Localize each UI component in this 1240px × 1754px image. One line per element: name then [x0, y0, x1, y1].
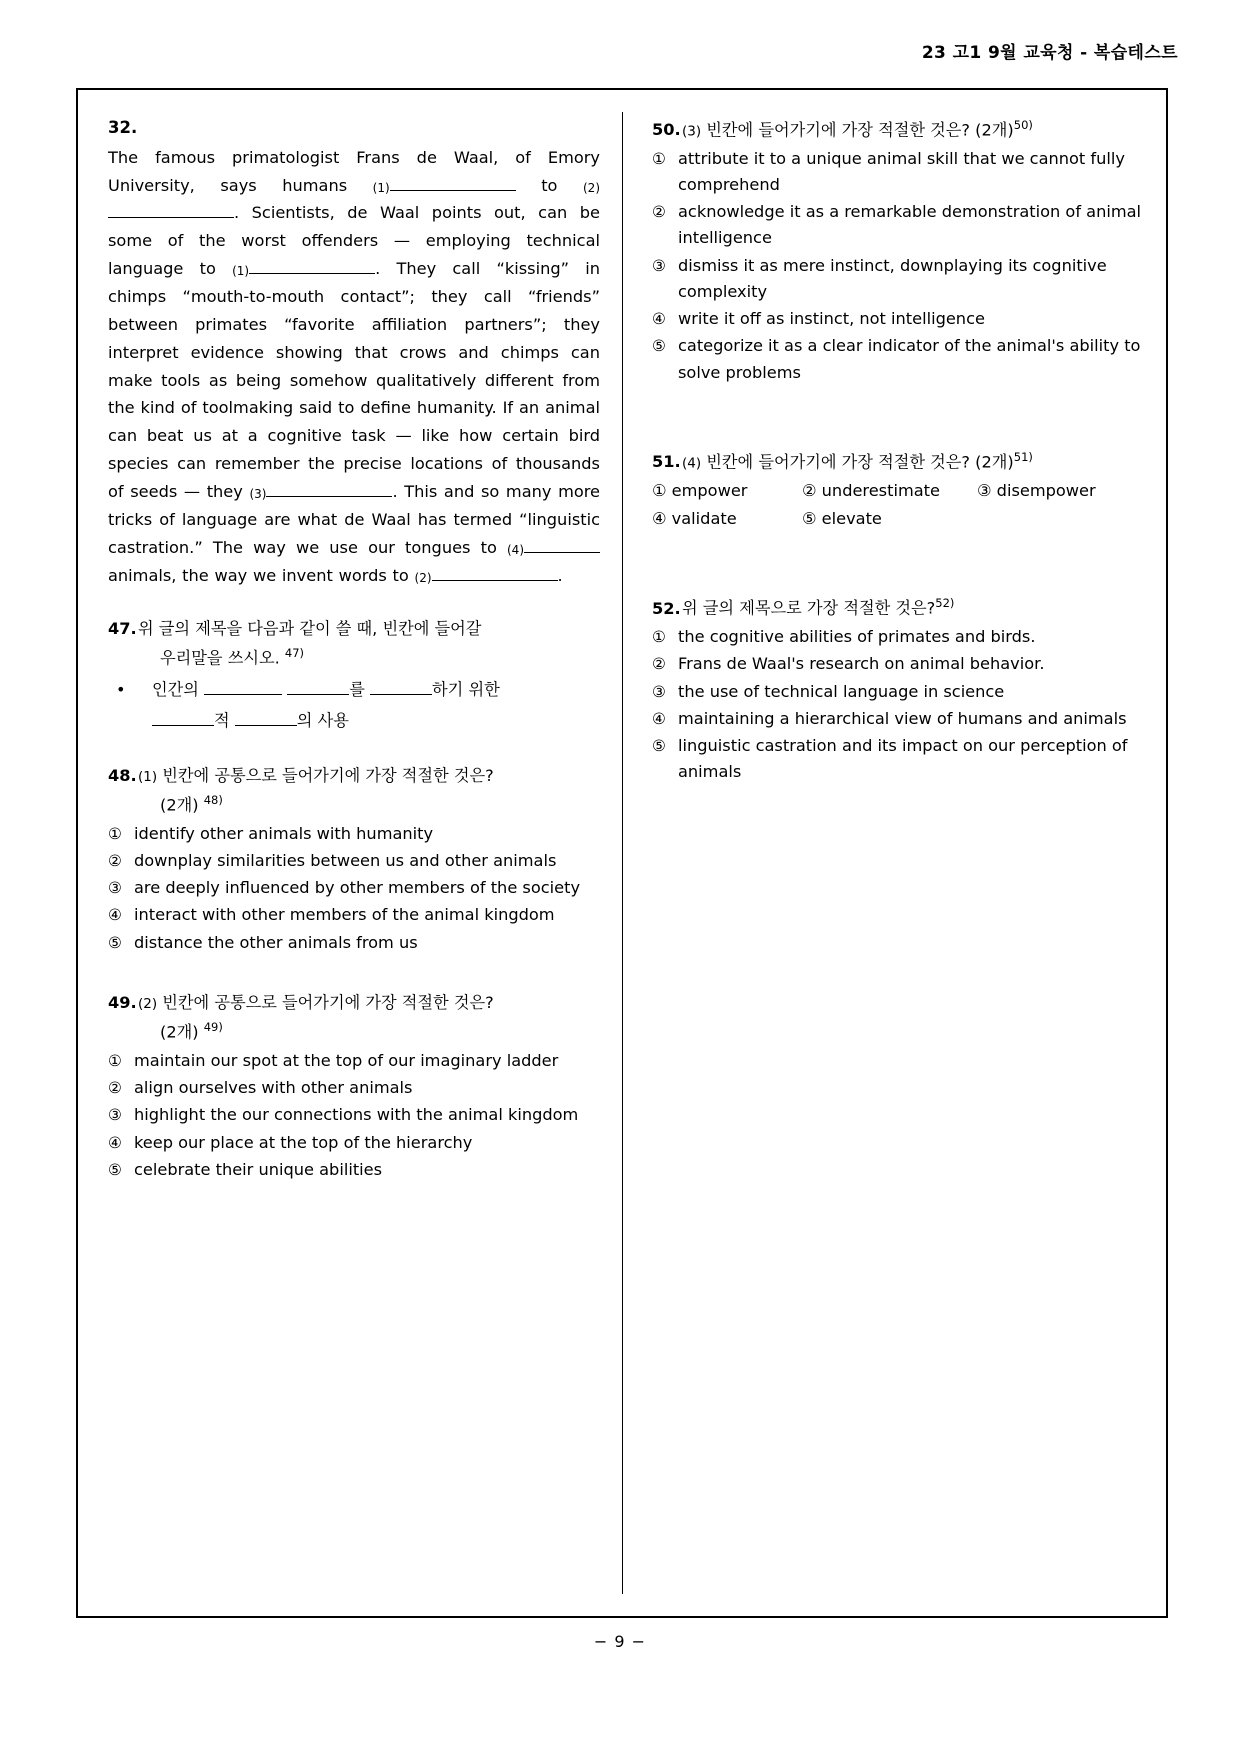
- choice-item[interactable]: [802, 505, 977, 533]
- q47-blank-2[interactable]: [287, 694, 349, 695]
- question-49-paren: (2): [138, 995, 158, 1012]
- question-49-count: (2개): [160, 1022, 199, 1042]
- choice-text: distance the other animals from us: [134, 932, 418, 952]
- question-51-number: 51.: [652, 452, 681, 472]
- choice-marker: ③: [652, 682, 666, 701]
- question-48-number: 48.: [108, 765, 137, 785]
- question-51-prompt: [652, 448, 1144, 476]
- blank-index-label: (2): [583, 180, 600, 195]
- choice-item[interactable]: [108, 1157, 600, 1183]
- passage-blank[interactable]: [390, 190, 516, 191]
- choice-marker: ⑤: [108, 1160, 122, 1179]
- question-51-count: (2개): [975, 452, 1014, 472]
- q47-blank-1[interactable]: [204, 694, 282, 695]
- question-51-prompt-text: 빈칸에 들어가기에 가장 적절한 것은?: [706, 452, 971, 472]
- blank-index-label: (4): [507, 542, 524, 557]
- choice-item[interactable]: [108, 1048, 600, 1074]
- choice-marker: ④: [652, 310, 666, 329]
- content-frame: [76, 88, 1168, 1618]
- choice-item[interactable]: [652, 651, 1144, 677]
- choice-text: underestimate: [821, 481, 940, 501]
- passage-blank[interactable]: [266, 496, 392, 497]
- choice-item[interactable]: [652, 679, 1144, 705]
- choice-marker: ②: [652, 203, 666, 222]
- choice-marker: ③: [652, 256, 666, 275]
- choice-text: Frans de Waal's research on animal behavior.: [678, 654, 1045, 674]
- choice-item[interactable]: [802, 477, 977, 505]
- choice-item[interactable]: [108, 902, 600, 928]
- question-47-prompt-text2: 우리말을 쓰시오.: [160, 648, 280, 668]
- choice-text: maintain our spot at the top of our imaginary ladder: [134, 1050, 559, 1070]
- question-52-ref: 52): [935, 596, 955, 611]
- q47-blank-5[interactable]: [235, 725, 297, 726]
- question-47-prompt-text: 위 글의 제목을 다음과 같이 쓸 때, 빈칸에 들어갈: [138, 618, 482, 638]
- choice-item[interactable]: [108, 848, 600, 874]
- question-48-ref: 48): [203, 793, 223, 808]
- question-47-answer-line2: [108, 706, 600, 737]
- passage-blank[interactable]: [432, 580, 558, 581]
- choice-item[interactable]: [652, 505, 802, 533]
- choice-item[interactable]: [108, 1130, 600, 1156]
- choice-marker: ④: [108, 906, 122, 925]
- question-51-ref: 51): [1013, 449, 1033, 464]
- choice-marker: ②: [108, 1079, 122, 1098]
- choice-text: celebrate their unique abilities: [134, 1159, 383, 1179]
- choice-text: validate: [671, 508, 737, 528]
- choice-text: dismiss it as mere instinct, downplaying its cognitive complexity: [678, 255, 1107, 301]
- choice-marker: ③: [108, 879, 122, 898]
- question-50-count: (2개): [975, 120, 1014, 140]
- choice-item[interactable]: [108, 1075, 600, 1101]
- choice-item[interactable]: [108, 1102, 600, 1128]
- choice-item[interactable]: [652, 733, 1144, 785]
- right-column: [622, 90, 1166, 1616]
- choice-text: identify other animals with humanity: [134, 823, 434, 843]
- question-50-prompt: [652, 116, 1144, 144]
- question-52-number: 52.: [652, 598, 681, 618]
- q47-b1: 를: [349, 680, 365, 700]
- choice-item[interactable]: [652, 199, 1144, 251]
- question-49: [108, 990, 600, 1183]
- question-50-prompt-text: 빈칸에 들어가기에 가장 적절한 것은?: [706, 120, 971, 140]
- choice-text: categorize it as a clear indicator of the animal's ability to solve problems: [678, 336, 1141, 382]
- left-column: [78, 90, 622, 1616]
- passage-body: The famous primatologist Frans de Waal, of Emory University, says humans (1) to (2). Scientists, de Waal points out, can be some of the worst offenders — employing technical language to (1) . They call “kissing” in chimps “mouth-to-mouth contact”; they call “friends” between primates “favorite affiliation partners”; they interpret evidence showing that crows and chimps can make tools as being somehow qualitatively different from the kind of toolmaking said to define humanity. If an animal can beat us at a cognitive task — like how certain bird species can remember the precise locations of thousands of seeds — they (3) . This and so many more tricks of language are what de Waal has termed “linguistic castration.” The way we use our tongues to (4) animals, the way we invent words to (2) .: [108, 147, 600, 585]
- q47-a1: 인간의: [152, 680, 199, 700]
- choice-text: are deeply influenced by other members of the society: [134, 878, 581, 898]
- blank-index-label: (2): [414, 570, 432, 585]
- choice-marker: ①: [652, 628, 666, 647]
- question-51-choices: [652, 477, 1144, 532]
- question-50-paren: (3): [682, 123, 702, 140]
- choice-marker: ②: [108, 852, 122, 871]
- question-47-prompt-line2: [108, 644, 600, 672]
- choice-marker: ④: [108, 1133, 122, 1152]
- question-50: [652, 116, 1144, 386]
- choice-marker: ①: [108, 824, 122, 843]
- choice-item[interactable]: [977, 477, 1096, 505]
- choice-text: linguistic castration and its impact on our perception of animals: [678, 735, 1128, 782]
- question-51-paren: (4): [682, 455, 702, 472]
- choice-row: [652, 477, 1144, 505]
- q47-c1: 하기 위한: [432, 680, 500, 700]
- choice-marker: ⑤: [652, 337, 666, 356]
- question-49-count-line: [108, 1018, 600, 1046]
- question-50-ref: 50): [1013, 118, 1033, 132]
- question-52-prompt: [652, 594, 1144, 622]
- question-48: [108, 763, 600, 956]
- question-49-choices: [108, 1048, 600, 1183]
- q47-b2: 의 사용: [296, 711, 349, 731]
- q47-a2: 적: [214, 711, 230, 731]
- question-52: [652, 594, 1144, 785]
- blank-index-label: (1): [372, 180, 390, 195]
- question-52-prompt-text: 위 글의 제목으로 가장 적절한 것은?: [682, 598, 936, 618]
- question-51: [652, 448, 1144, 533]
- choice-item[interactable]: [652, 306, 1144, 332]
- choice-item[interactable]: [108, 930, 600, 956]
- q47-blank-4[interactable]: [152, 725, 214, 726]
- choice-item[interactable]: [652, 624, 1144, 650]
- question-49-number: 49.: [108, 992, 137, 1012]
- choice-item[interactable]: [652, 333, 1144, 385]
- question-47-ref: 47): [284, 645, 305, 660]
- choice-text: empower: [671, 481, 748, 501]
- choice-text: interact with other members of the animal kingdom: [134, 905, 555, 925]
- choice-marker: ②: [802, 481, 817, 501]
- choice-text: keep our place at the top of the hierarchy: [134, 1132, 473, 1152]
- page-footer: − 9 −: [593, 1632, 647, 1651]
- choice-text: downplay similarities between us and other animals: [134, 851, 557, 871]
- question-48-count: (2개): [160, 795, 199, 815]
- blank-index-label: (1): [232, 264, 250, 279]
- choice-text: disempower: [996, 481, 1096, 501]
- choice-text: align ourselves with other animals: [134, 1078, 413, 1098]
- choice-text: attribute it to a unique animal skill that we cannot fully comprehend: [678, 148, 1125, 194]
- choice-item[interactable]: [652, 706, 1144, 732]
- question-48-count-line: [108, 791, 600, 819]
- choice-marker: ①: [108, 1051, 122, 1070]
- q47-blank-3[interactable]: [370, 694, 432, 695]
- choice-marker: ⑤: [802, 508, 817, 528]
- choice-item[interactable]: [652, 253, 1144, 305]
- choice-item[interactable]: [652, 146, 1144, 198]
- question-48-choices: [108, 821, 600, 956]
- question-50-choices: [652, 146, 1144, 386]
- choice-text: maintaining a hierarchical view of humans and animals: [678, 708, 1127, 728]
- choice-text: the use of technical language in science: [678, 681, 1005, 701]
- question-48-prompt: [108, 763, 600, 789]
- passage-blank[interactable]: [108, 217, 234, 218]
- choice-marker: ④: [652, 709, 666, 728]
- choice-item[interactable]: [652, 477, 802, 505]
- choice-marker: ③: [977, 481, 992, 501]
- choice-item[interactable]: [108, 821, 600, 847]
- choice-text: elevate: [821, 508, 882, 528]
- question-47-answer-line1: [108, 675, 600, 706]
- choice-marker: ④: [652, 508, 667, 528]
- choice-marker: ③: [108, 1106, 122, 1125]
- question-49-prompt: [108, 990, 600, 1016]
- page-header-title: 23 고1 9월 교육청 - 복습테스트: [921, 43, 1178, 63]
- question-47-prompt-line1: [108, 616, 600, 642]
- question-48-paren: (1): [138, 768, 158, 785]
- choice-text: the cognitive abilities of primates and birds.: [678, 627, 1036, 647]
- bullet-dot-icon: •: [116, 680, 126, 700]
- choice-marker: ⑤: [652, 736, 666, 755]
- choice-marker: ①: [652, 481, 667, 501]
- choice-marker: ②: [652, 655, 666, 674]
- question-49-ref: 49): [203, 1020, 223, 1035]
- passage-blank[interactable]: [524, 552, 600, 553]
- choice-row: [652, 505, 1144, 533]
- choice-text: highlight the our connections with the animal kingdom: [134, 1105, 579, 1125]
- question-52-choices: [652, 624, 1144, 785]
- passage-blank[interactable]: [249, 273, 375, 274]
- choice-marker: ①: [652, 149, 666, 168]
- blank-index-label: (3): [249, 487, 267, 502]
- question-50-number: 50.: [652, 120, 681, 140]
- question-47: [108, 616, 600, 737]
- two-column-layout: [78, 90, 1166, 1616]
- choice-item[interactable]: [108, 875, 600, 901]
- passage-number: 32.: [108, 118, 138, 137]
- choice-marker: ⑤: [108, 933, 122, 952]
- question-47-number: 47.: [108, 618, 137, 638]
- choice-text: acknowledge it as a remarkable demonstration of animal intelligence: [678, 202, 1142, 248]
- question-48-prompt-text: 빈칸에 공통으로 들어가기에 가장 적절한 것은?: [162, 765, 494, 785]
- question-49-prompt-text: 빈칸에 공통으로 들어가기에 가장 적절한 것은?: [162, 992, 494, 1012]
- choice-text: write it off as instinct, not intelligence: [678, 309, 985, 329]
